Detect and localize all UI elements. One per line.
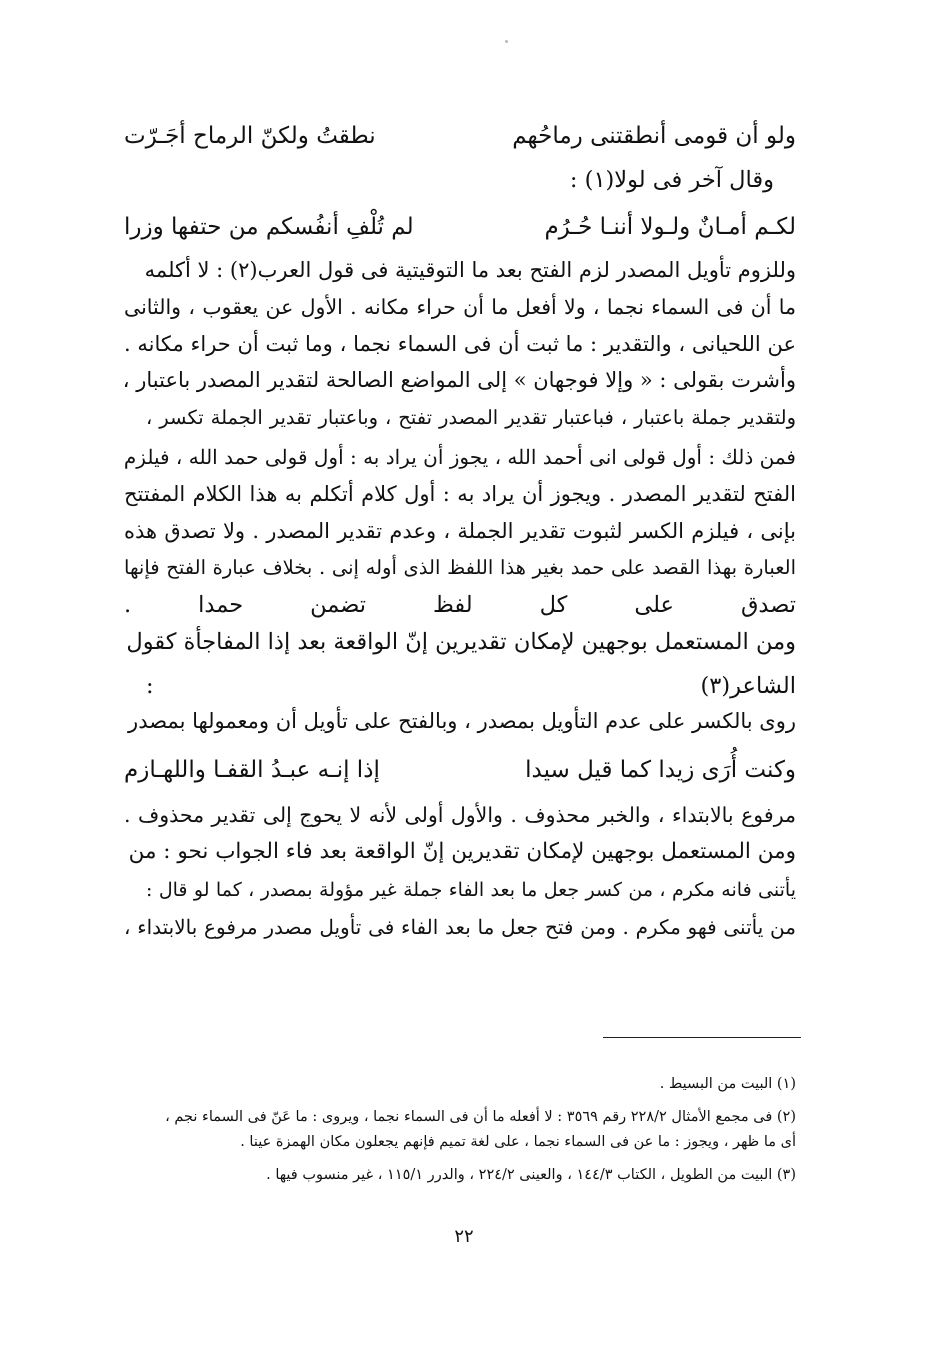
body-line-10: العبارة بهذا القصد على حمد بغير هذا اللفظ الذى أوله إنى . بخلاف عبارة الفتح فإنها <box>124 556 796 579</box>
verse-2-second-hemistich: لم تُلْفِ أنفُسكم من حتفها وزرا <box>124 214 414 240</box>
body-line-6: ولتقدير جملة باعتبار ، فباعتبار تقدير المصدر تفتح ، وباعتبار تقدير الجملة تكسر ، <box>146 406 796 429</box>
body-line-17: يأتنى فانه مكرم ، من كسر جعل ما بعد الفاء جملة غير مؤولة بمصدر ، كما لو قال : <box>146 879 796 901</box>
body-line-2: وللزوم تأويل المصدر لزم الفتح بعد ما التوقيتية فى قول العرب(٢) : لا أكلمه <box>144 258 796 282</box>
footnote-3: (٣) البيت من الطويل ، الكتاب ١٤٤/٣ ، والعينى ٢٢٤/٢ ، والدرر ١١٥/١ ، غير منسوب فيها . <box>266 1167 796 1183</box>
body-line-9: بإنى ، فيلزم الكسر لثبوت تقدير الجملة ، وعدم تقدير المصدر . ولا تصدق هذه <box>124 519 796 543</box>
verse-2-first-hemistich: لكـم أمـانٌ ولـولا أننـا حُـرُم <box>544 214 796 240</box>
body-line-13: الشاعر(٣) : <box>146 673 796 699</box>
body-line-4: عن اللحيانى ، والتقدير : ما ثبت أن فى السماء نجما ، وما ثبت أن حراء مكانه . <box>124 332 796 356</box>
footnote-1: (١) البيت من البسيط . <box>659 1076 796 1092</box>
body-line-7: فمن ذلك : أول قولى انى أحمد الله ، يجوز أن يراد به : أول قولى حمد الله ، فيلزم <box>123 445 796 469</box>
body-line-14: روى بالكسر على عدم التأويل بمصدر ، وبالفتح على تأويل أن ومعمولها بمصدر <box>128 709 796 733</box>
body-line-16: ومن المستعمل بوجهين لإمكان تقديرين إنّ الواقعة بعد فاء الجواب نحو : من <box>128 839 796 864</box>
page-number: ٢٢ <box>454 1226 474 1247</box>
body-line-1: وقال آخر فى لولا(١) : <box>569 167 774 193</box>
body-line-5: وأشرت بقولى : « وإلا فوجهان » إلى المواضع الصالحة لتقدير المصدر باعتبار ، <box>122 368 796 392</box>
footnote-2-continuation: أى ما ظهر ، ويجوز : ما عن فى السماء نجما ، على لغة تميم فإنهم يجعلون مكان الهمزة عينا . <box>240 1134 796 1150</box>
verse-1-second-hemistich: نطقتُ ولكنّ الرماح أجَـرّت <box>124 123 376 149</box>
scan-speck <box>505 40 508 43</box>
footnote-separator <box>603 1037 801 1038</box>
body-line-8: الفتح لتقدير المصدر . ويجوز أن يراد به : أول كلام أتكلم به هذا الكلام المفتتح <box>124 482 796 506</box>
body-line-3: ما أن فى السماء نجما ، ولا أفعل ما أن حراء مكانه . الأول عن يعقوب ، والثانى <box>124 295 796 319</box>
verse-3-first-hemistich: وكنت أُرَى زيدا كما قيل سيدا <box>525 757 796 783</box>
body-line-11: تصدق على كل لفظ تضمن حمدا . <box>124 592 796 618</box>
verse-1-first-hemistich: ولو أن قومى أنطقتنى رماحُهم <box>512 123 796 149</box>
body-line-12: ومن المستعمل بوجهين لإمكان تقديرين إنّ الواقعة بعد إذا المفاجأة كقول <box>126 629 796 655</box>
body-line-15: مرفوع بالابتداء ، والخبر محذوف . والأول أولى لأنه لا يحوج إلى تقدير محذوف . <box>124 803 796 827</box>
footnote-2: (٢) فى مجمع الأمثال ٢٢٨/٢ رقم ٣٥٦٩ : لا أفعله ما أن فى السماء نجما ، ويروى : ما عَنّ فى السماء نجم ، <box>165 1109 796 1125</box>
body-line-18: من يأتنى فهو مكرم . ومن فتح جعل ما بعد الفاء فى تأويل مصدر مرفوع بالابتداء ، <box>124 915 796 939</box>
verse-3-second-hemistich: إذا إنـه عبـدُ القفـا واللهـازم <box>124 757 380 783</box>
